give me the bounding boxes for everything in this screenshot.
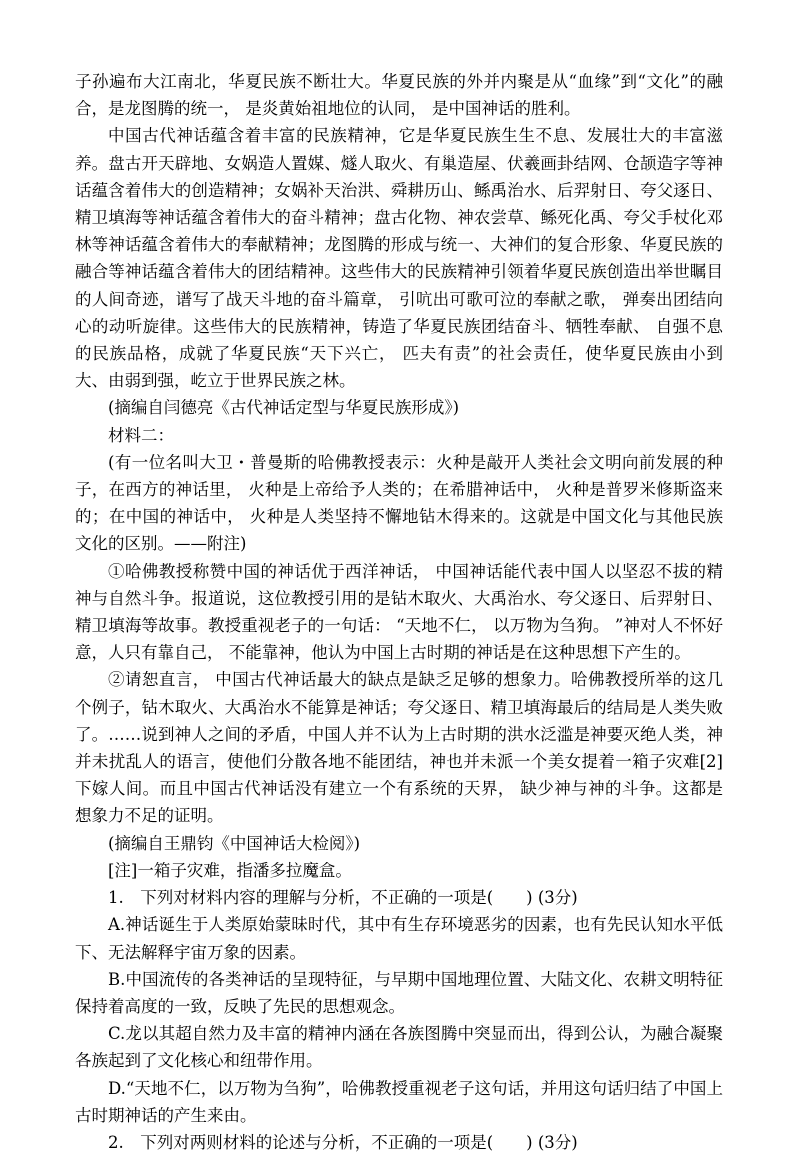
paragraph-harvard-note: (有一位名叫大卫・普曼斯的哈佛教授表示：火种是敲开人类社会文明向前发展的种子，在西方的神话里， 火种是上帝给予人类的；在希腊神话中， 火种是普罗米修斯盗来的；在中国的神话中， 火种是人类坚持不懈地钻木得来的。这就是中国文化与其他民族文化的区别。——附注) bbox=[75, 452, 723, 554]
paragraph-point-two: ②请恕直言， 中国古代神话最大的缺点是缺乏足够的想象力。哈佛教授所举的这几个例子，钻木取火、大禹治水不能算是神话；夸父逐日、精卫填海最后的结局是人类失败了。……说到神人之间的矛盾，中国人并不认为上古时期的洪水泛滥是神要灭绝人类，神并未扰乱人的语言，使他们分散各地不能团结，神也并未派一个美女提着一箱子灾难[2]下嫁人间。而且中国古代神话没有建立一个有系统的天界， 缺少神与神的斗争。这都是想象力不足的证明。 bbox=[75, 670, 723, 826]
question-1-option-b: B.中国流传的各类神话的呈现特征，与早期中国地理位置、大陆文化、农耕文明特征保持着高度的一致，反映了先民的思想观念。 bbox=[75, 969, 723, 1016]
source-citation-2: (摘编自王鼎钧《中国神话大检阅》) bbox=[108, 833, 361, 853]
document-page bbox=[75, 68, 723, 1156]
question-1-option-c: C.龙以其超自然力及丰富的精神内涵在各族图腾中突显而出，得到公认，为融合凝聚各族起到了文化核心和纽带作用。 bbox=[75, 1024, 723, 1071]
question-1-option-d: D.“天地不仁，以万物为刍狗”，哈佛教授重视老子这句话，并用这句话归结了中国上古时期神话的产生来由。 bbox=[75, 1078, 723, 1125]
material-two-heading: 材料二： bbox=[108, 425, 174, 445]
source-citation-1: (摘编自闫德亮《古代神话定型与华夏民族形成》) bbox=[108, 398, 460, 418]
question-2: 2. 下列对两则材料的论述与分析，不正确的一项是( ) (3分) bbox=[108, 1132, 578, 1152]
footnote: [注]一箱子灾难，指潘多拉魔盒。 bbox=[108, 860, 352, 880]
question-1: 1. 下列对材料内容的理解与分析，不正确的一项是( ) (3分) bbox=[108, 888, 578, 908]
paragraph-continuation: 子孙遍布大江南北，华夏民族不断壮大。华夏民族的外并内聚是从“血缘”到“文化”的融合，是龙图腾的统一， 是炎黄始祖地位的认同， 是中国神话的胜利。 bbox=[75, 72, 723, 119]
paragraph-point-one: ①哈佛教授称赞中国的神话优于西洋神话， 中国神话能代表中国人以坚忍不拔的精神与自然斗争。报道说，这位教授引用的是钻木取火、大禹治水、夸父逐日、后羿射日、精卫填海等故事。教授重视老子的一句话： “天地不仁， 以万物为刍狗。 ”神对人不怀好意，人只有靠自己， 不能靠神，他认为中国上古时期的神话是在这种思想下产生的。 bbox=[75, 561, 723, 663]
question-1-option-a: A.神话诞生于人类原始蒙昧时代，其中有生存环境恶劣的因素，也有先民认知水平低下、无法解释宇宙万象的因素。 bbox=[75, 915, 723, 962]
paragraph-national-spirit: 中国古代神话蕴含着丰富的民族精神，它是华夏民族生生不息、发展壮大的丰富滋养。盘古开天辟地、女娲造人置媒、燧人取火、有巢造屋、伏羲画卦结网、仓颉造字等神话蕴含着伟大的创造精神；女娲补天治洪、舜耕历山、鲧禹治水、后羿射日、夸父逐日、精卫填海等神话蕴含着伟大的奋斗精神；盘古化物、神农尝草、鲧死化禹、夸父手杖化邓林等神话蕴含着伟大的奉献精神；龙图腾的形成与统一、大神们的复合形象、华夏民族的融合等神话蕴含着伟大的团结精神。这些伟大的民族精神引领着华夏民族创造出举世瞩目的人间奇迹，谱写了战天斗地的奋斗篇章， 引吭出可歌可泣的奉献之歌， 弹奏出团结向心的动听旋律。这些伟大的民族精神，铸造了华夏民族团结奋斗、牺牲奉献、 自强不息的民族品格，成就了华夏民族“天下兴亡， 匹夫有责”的社会责任，使华夏民族由小到大、由弱到强，屹立于世界民族之林。 bbox=[75, 126, 723, 391]
